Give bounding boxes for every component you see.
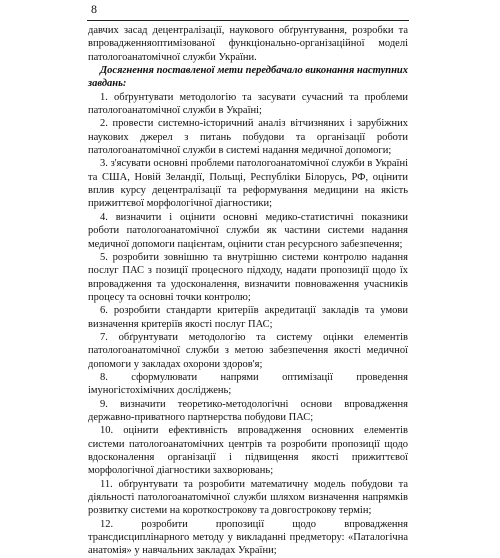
task-item-11: 11. обґрунтувати та розробити математичну модель побудови та діяльності патологоанатомічної служби шляхом визначення напрямків розвитку системи на короткострокову та довгострокову термін;: [88, 478, 408, 517]
task-item-2: 2. провести системно-історичний аналіз вітчизняних і зарубіжних наукових джерел з питань побудови та організації роботи патологоанатомічної служби в системі надання медичної допомоги;: [88, 118, 408, 157]
intro-paragraph: давчих засад децентралізації, наукового обґрунтування, розробки та впровадженняоптимізованої функціонально-організаційної моделі патологоанатомічної служби України.: [88, 25, 408, 63]
task-item-3: 3. з'ясувати основні проблеми патологоанатомічної служби в Україні та США, Новій Зеландії, Польщі, Республіки Білорусь, РФ, оцінити вплив курсу децентралізації та реформування медицини на якість прижиттєвої морфологічної діагностики;: [88, 158, 408, 210]
page-number: 8: [91, 2, 97, 16]
task-item-7: 7. обґрунтувати методологію та систему оцінки елементів патологоанатомічної служби з метою забезпечення якості медичної допомоги у закладах охорони здоров'я;: [88, 331, 408, 370]
task-item-1: 1. обґрунтувати методологію та засувати сучасний та проблеми патологоанатомічної служби в Україні;: [88, 91, 408, 117]
task-item-5: 5. розробити зовнішню та внутрішню системи контролю надання послуг ПАС з позиції процесного підходу, надати пропозиції щодо їх впровадження та удосконалення, визначити повноваження учасників процесу та основні точки контролю;: [88, 251, 408, 303]
task-item-8: 8. сформулювати напрями оптимізації проведення імуногістохімічних досліджень;: [88, 371, 408, 397]
task-item-9: 9. визначити теоретико-методологічні основи впровадження державно-приватного партнерства побудови ПАС;: [88, 398, 408, 423]
task-item-10: 10. оцінити ефективність впровадження основних елементів системи патологоанатомічних центрів та розробити пропозиції щодо вдосконалення організації і підвищення якості прижиттєвої морфологічної діагностики захворювань;: [88, 425, 408, 477]
tasks-heading: Досягнення поставленої мети передбачало виконання наступних завдань:: [88, 65, 408, 90]
task-item-12: 12. розробити пропозиції щодо впровадження трансдисциплінарного методу у викладанні предметору: «Паталогічна анатомія» у навчальних закладах України;: [88, 518, 408, 557]
task-item-4: 4. визначити і оцінити основні медико-статистичні показники роботи патологоанатомічної служби як частини системи надання медичної допомоги пацієнтам, оцінити стан ресурсного забезпечення;: [88, 211, 408, 250]
header-rule: [87, 20, 409, 21]
task-item-6: 6. розробити стандарти критеріїв акредитації закладів та умови визначення критеріїв якості послуг ПАС;: [88, 305, 408, 330]
body-text: [88, 24, 408, 558]
